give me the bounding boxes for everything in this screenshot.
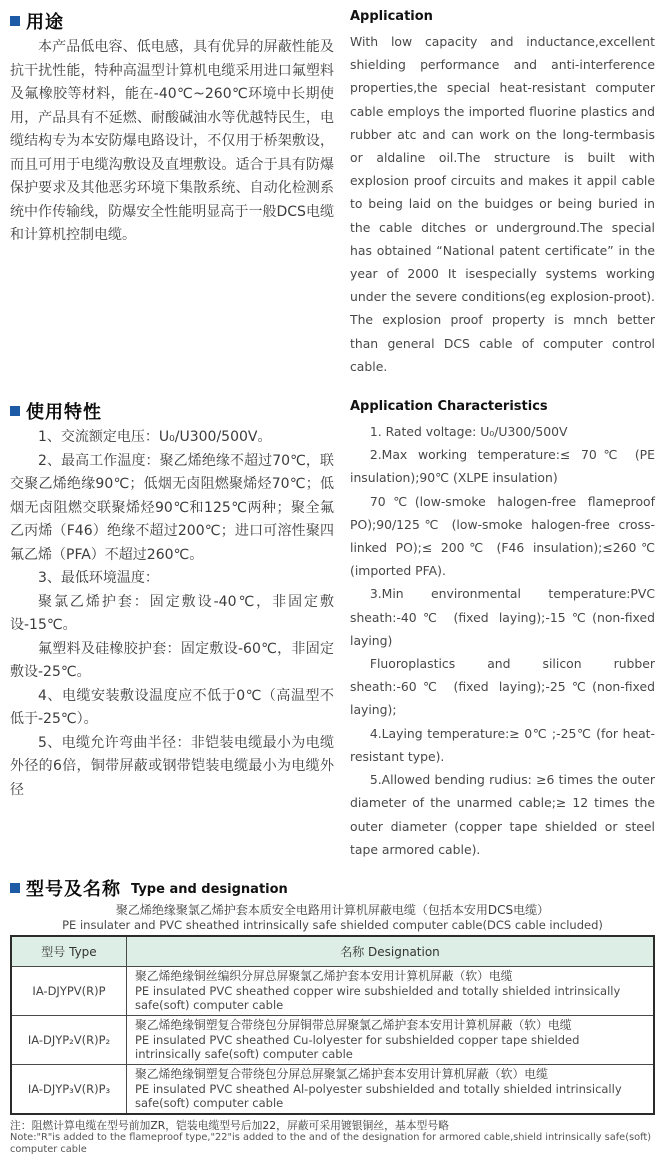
model-cell: IA-DJYP₂V(R)P₂ xyxy=(11,1015,127,1064)
characteristics-item-cn: 5、电缆允许弯曲半径：非铠装电缆最小为电缆外径的6倍，铜带屏蔽或钢带铠装电缆最小为电缆外径 xyxy=(10,734,334,798)
usage-section xyxy=(10,6,655,378)
usage-heading-cn xyxy=(10,8,334,34)
model-cell: IA-DJYPV(R)P xyxy=(11,966,127,1015)
characteristics-item-en: 1. Rated voltage: U₀/U300/500V xyxy=(369,424,568,440)
table-caption-cn: 聚乙烯绝缘聚氯乙烯护套本质安全电路用计算机屏蔽电缆（包括本安用DCS电缆） xyxy=(115,902,550,917)
type-heading-en-text: Type and designation xyxy=(131,882,288,898)
characteristics-column-en xyxy=(350,396,655,861)
footnote-cn: 注：阻燃计算电缆在型号前加ZR，铠装电缆型号后加22，屏蔽可采用镀银铜丝，基本型号略 xyxy=(10,1118,449,1132)
characteristics-heading-cn-text: 使用特性 xyxy=(26,402,102,424)
designation-cell xyxy=(127,1064,655,1114)
designation-en: PE insulated PVC sheathed Cu-lolyester for subshielded copper tape shielded intrinsically safe(soft) computer cable xyxy=(135,1032,580,1062)
designation-cell xyxy=(127,966,655,1015)
characteristics-item-en: 70℃(low-smoke halogen-free flameproof PO);90/125℃ (low-smoke halogen-free cross-linked PO);≤ 200℃ (F46 insulation);≤260℃(imported PFA). xyxy=(350,493,655,579)
designation-cell xyxy=(127,1015,655,1064)
characteristics-item-cn: 1、交流额定电压：U₀/U300/500V。 xyxy=(38,429,272,446)
square-bullet-icon xyxy=(10,406,20,416)
type-section xyxy=(10,875,655,1156)
model-cell: IA-DJYP₃V(R)P₃ xyxy=(11,1064,127,1114)
characteristics-item-en: Fluoroplastics and silicon rubber sheath:-60℃ (fixed laying);-25℃(non-fixed laying); xyxy=(350,656,655,718)
usage-heading-en: Application xyxy=(350,9,433,24)
characteristics-column-cn xyxy=(10,396,334,861)
type-heading xyxy=(10,875,655,901)
table-header-designation: 名称 Designation xyxy=(127,936,655,967)
designation-en: PE insulated PVC sheathed copper wire subshielded and totally shielded intrinsically safe(soft) computer cable xyxy=(135,983,621,1013)
table-row xyxy=(11,1064,654,1114)
characteristics-list-en xyxy=(350,420,655,861)
square-bullet-icon xyxy=(10,883,20,893)
characteristics-item-cn: 聚氯乙烯护套：固定敷设-40℃，非固定敷设-15℃。 xyxy=(10,593,334,634)
usage-heading-cn-text: 用途 xyxy=(26,12,64,33)
characteristics-heading-en: Application Characteristics xyxy=(350,399,548,415)
characteristics-item-cn: 2、最高工作温度：聚乙烯绝缘不超过70℃，联交聚乙烯绝缘90℃；低烟无卤阻燃聚烯烃70℃；低烟无卤阻燃交联聚烯烃90℃和125℃两种；聚全氟乙丙烯（F46）绝缘不超过200℃；进口可溶性聚四氟乙烯（PFA）不超过260℃。 xyxy=(10,452,334,563)
table-caption-en: PE insulater and PVC sheathed intrinsically safe shielded computer cable(DCS cable included) xyxy=(62,917,603,932)
table-caption xyxy=(10,903,655,932)
table-header-row xyxy=(11,936,654,967)
square-bullet-icon xyxy=(10,16,20,26)
type-designation-table xyxy=(10,935,655,1115)
usage-body-cn: 本产品低电容、低电感，具有优异的屏蔽性能及抗干扰性能，特种高温型计算机电缆采用进口氟塑料及氟橡胶等材料，能在-40℃~260℃环境中长期使用，产品具有不延燃、耐酸碱油水等优越特民生，电缆结构专为本安防爆电路设计，不仅用于桥架敷设，而且可用于电缆沟敷设及直埋敷设。适合于具有防爆保护要求及其他恶劣环境下集散系统、自动化检测系统中作传输线，防爆安全性能明显高于一般DCS电缆和计算机控制电缆。 xyxy=(10,39,334,243)
type-heading-cn-text: 型号及名称 xyxy=(26,878,121,900)
characteristics-heading-cn xyxy=(10,398,334,424)
characteristics-list-cn xyxy=(10,426,334,802)
characteristics-section xyxy=(10,396,655,861)
characteristics-item-cn: 4、电缆安装敷设温度应不低于0℃（高温型不低于-25℃）。 xyxy=(10,687,334,728)
characteristics-item-en: 4.Laying temperature:≥ 0℃ ;-25℃ (for heat-resistant type). xyxy=(350,725,655,764)
table-row xyxy=(11,966,654,1015)
designation-cn: 聚乙烯绝缘铜塑复合带绕包分屏总屏聚氯乙烯护套本安用计算机屏蔽（软）电缆 xyxy=(135,1066,548,1081)
table-header-type: 型号 Type xyxy=(11,936,127,967)
characteristics-item-en: 5.Allowed bending rudius: ≥6 times the outer diameter of the unarmed cable;≥ 12 times the outer diameter (copper tape shielded or steel tape armored cable). xyxy=(350,772,655,857)
footnote-en: Note:"R"is added to the flameproof type,"22"is added to the and of the designation for armored cable,shield intrinsically safe(soft) computer cable xyxy=(10,1131,652,1155)
designation-cn: 聚乙烯绝缘铜丝编织分屏总屏聚氯乙烯护套本安用计算机屏蔽（软）电缆 xyxy=(135,968,513,983)
table-row xyxy=(11,1015,654,1064)
designation-en: PE insulated PVC sheathed Al-polyester subshielded and totally shielded intrinsically safe(soft) computer cable xyxy=(135,1081,622,1111)
designation-cn: 聚乙烯绝缘铜塑复合带绕包分屏铜带总屏聚氯乙烯护套本安用计算机屏蔽（软）电缆 xyxy=(135,1017,572,1032)
characteristics-item-en: 2.Max working temperature:≤ 70℃ (PE insulation);90℃ (XLPE insulation) xyxy=(350,447,655,486)
characteristics-item-en: 3.Min environmental temperature:PVC sheath:-40℃ (fixed laying);-15℃(non-fixed laying) xyxy=(350,586,655,648)
usage-column-cn xyxy=(10,6,334,378)
characteristics-item-cn: 氟塑料及硅橡胶护套：固定敷设-60℃，非固定敷设-25℃。 xyxy=(10,640,334,681)
usage-body-en: With low capacity and inductance,excellent shielding performance and anti-interference properties,the special heat-resistant computer cable employs the imported fluorine plastics and rubber atc and can work on the long-termbasis or aldaline oil.The structure is built with explosion proof circuits and makes it appil cable to being laid on the buidges or being buried in the cable ditches or underground.The special has obtained “National patent certificate” in the year of 2000 It isespecially systems working under the severe conditions(eg explosion-proot). The explosion proof property is mnch better than general DCS cable of computer control cable. xyxy=(350,34,655,374)
table-body xyxy=(11,966,654,1114)
characteristics-item-cn: 3、最低环境温度： xyxy=(38,570,159,587)
usage-column-en xyxy=(350,6,655,378)
